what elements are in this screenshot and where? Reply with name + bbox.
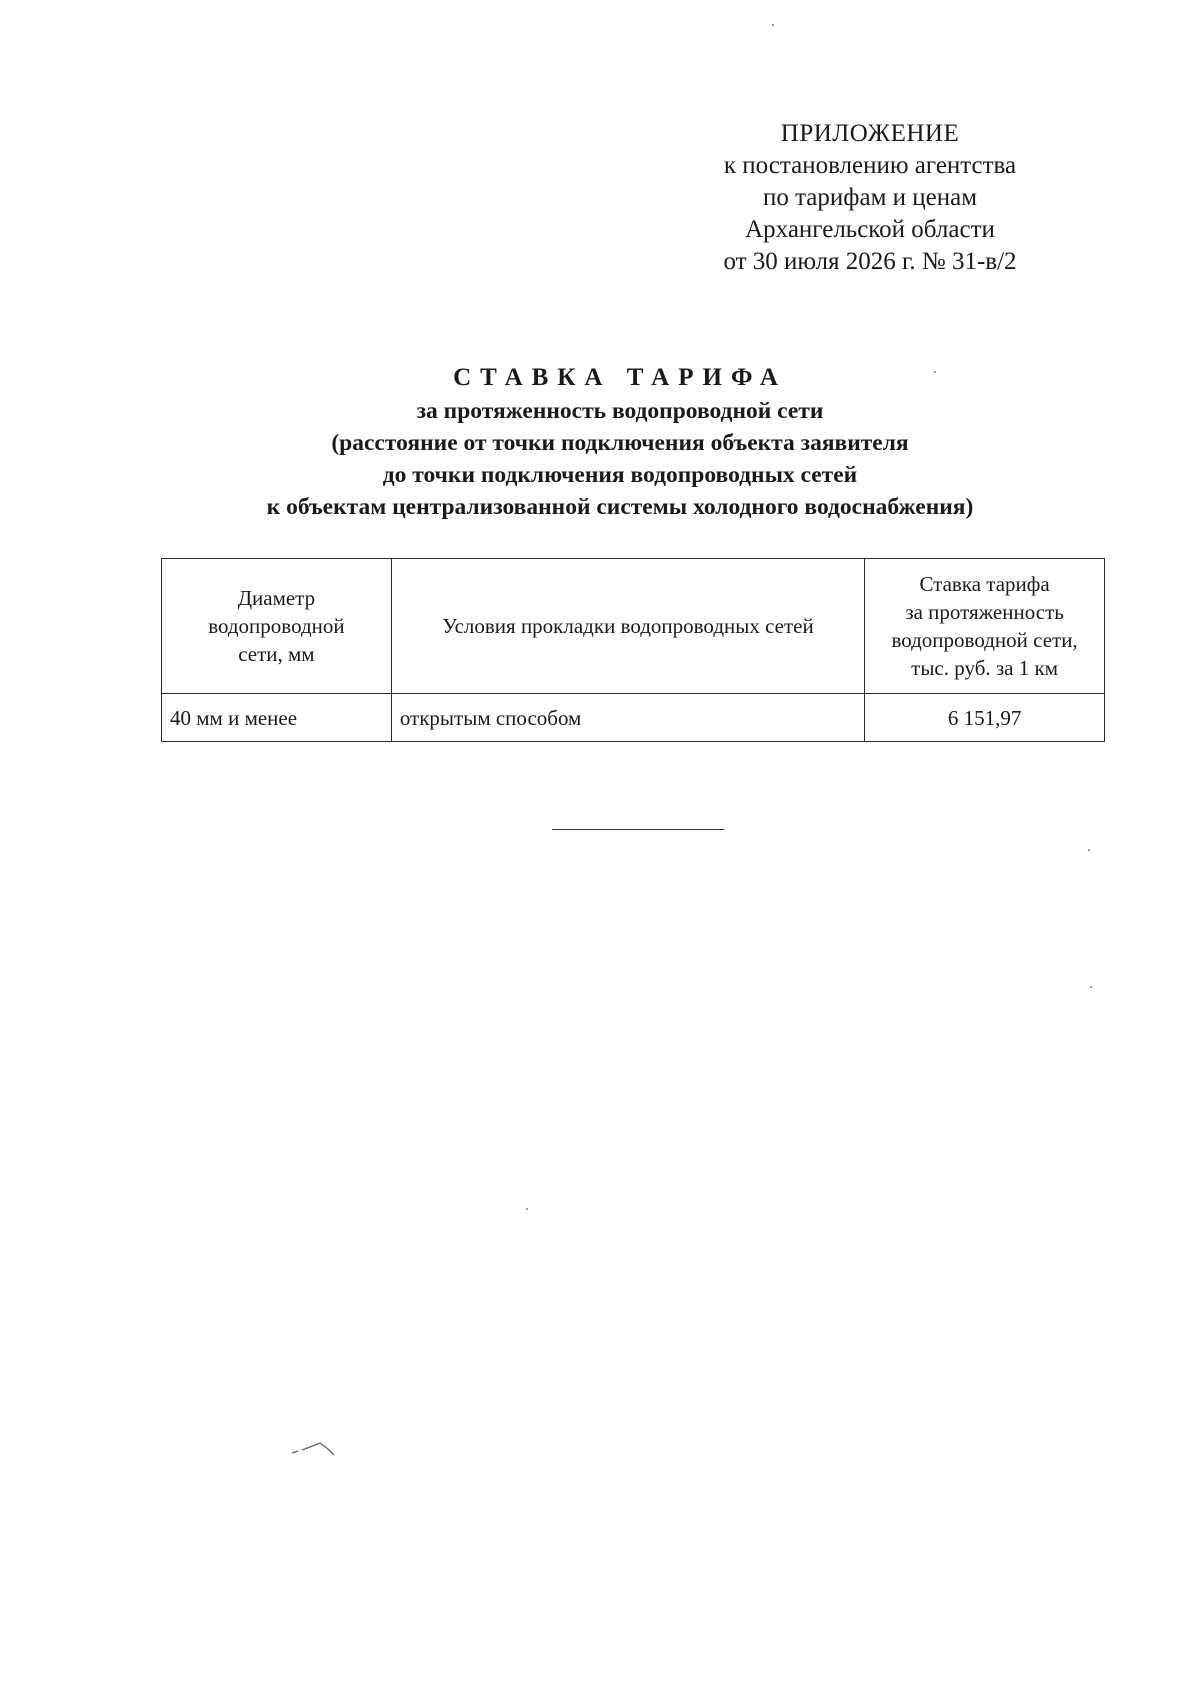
heading-line-3: до точки подключения водопроводных сетей bbox=[382, 462, 858, 488]
document-heading bbox=[150, 362, 1090, 523]
header-rate-line-3: водопроводной сети, bbox=[891, 628, 1078, 652]
header-diameter-line-2: водопроводной bbox=[208, 614, 345, 638]
header-diameter bbox=[162, 559, 392, 694]
end-divider bbox=[552, 829, 724, 830]
heading-line-1: за протяженность водопроводной сети bbox=[416, 398, 824, 424]
appendix-line-4: от 30 июля 2026 г. № 31-в/2 bbox=[723, 248, 1017, 275]
appendix-line-2: по тарифам и ценам bbox=[762, 184, 978, 211]
heading-line-4: к объектам централизованной системы холодного водоснабжения) bbox=[266, 494, 974, 520]
header-rate-line-2: за протяженность bbox=[905, 600, 1064, 624]
header-rate bbox=[865, 559, 1105, 694]
header-rate-line-1: Ставка тарифа bbox=[919, 572, 1050, 596]
header-diameter-line-3: сети, мм bbox=[238, 642, 315, 666]
scan-speck bbox=[1090, 986, 1092, 988]
cell-conditions: открытым способом bbox=[391, 694, 864, 742]
appendix-block bbox=[680, 118, 1060, 278]
scan-speck bbox=[526, 1208, 528, 1210]
header-diameter-line-1: Диаметр bbox=[237, 586, 316, 610]
scan-mark bbox=[290, 1437, 340, 1459]
page-title: СТАВКА ТАРИФА bbox=[453, 364, 787, 391]
table-header-row bbox=[162, 559, 1105, 694]
header-rate-line-4: тыс. руб. за 1 км bbox=[911, 656, 1058, 680]
table-row bbox=[162, 694, 1105, 742]
appendix-line-1: к постановлению агентства bbox=[723, 152, 1017, 179]
appendix-title: ПРИЛОЖЕНИЕ bbox=[780, 120, 960, 147]
scan-speck bbox=[934, 371, 936, 373]
cell-diameter: 40 мм и менее bbox=[162, 694, 392, 742]
heading-line-2: (расстояние от точки подключения объекта заявителя bbox=[331, 430, 909, 456]
header-conditions: Условия прокладки водопроводных сетей bbox=[391, 559, 864, 694]
appendix-line-3: Архангельской области bbox=[745, 216, 995, 243]
scan-speck bbox=[1088, 849, 1090, 851]
tariff-table bbox=[161, 558, 1105, 742]
scan-speck bbox=[772, 24, 774, 26]
cell-rate: 6 151,97 bbox=[865, 694, 1105, 742]
